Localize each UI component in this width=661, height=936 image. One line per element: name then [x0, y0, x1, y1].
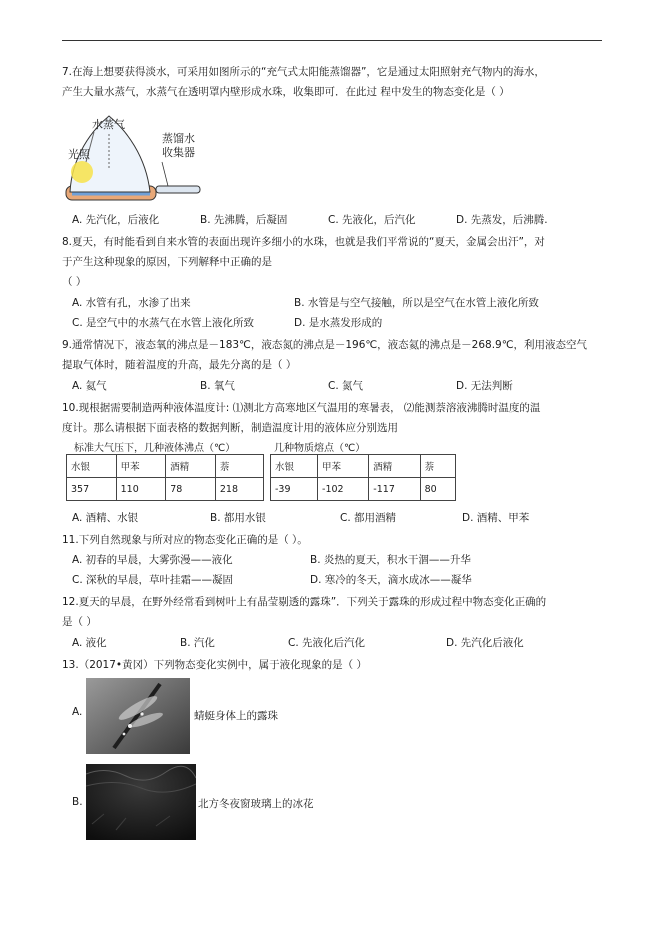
question-12-option-c[interactable]: C. 先液化后汽化 — [288, 637, 366, 649]
question-8-line-2: 于产生这种现象的原因，下列解释中正确的是 — [62, 256, 272, 268]
question-8-line-1: 8.夏天，有时能看到自来水管的表面出现许多细小的水珠，也就是我们平常说的“夏天，金属会出汗”，对 — [62, 236, 545, 248]
question-13-option-b-text[interactable]: 北方冬夜窗玻璃上的冰花 — [198, 798, 314, 810]
question-10-line-1: 10.现根据需要制造两种液体温度计: ⑴测北方高寒地区气温用的寒暑表， ⑵能测萘溶液沸腾时温度的温 — [62, 402, 541, 414]
question-10-option-c[interactable]: C. 都用酒精 — [340, 512, 397, 524]
figure-label-vapor: 水蒸气 — [92, 118, 125, 131]
question-9-option-a[interactable]: A. 氦气 — [72, 380, 107, 392]
question-8 — [62, 232, 602, 292]
question-10-line-2: 度计。那么请根据下面表格的数据判断，制造温度计用的液体应分别选用 — [62, 422, 398, 434]
question-8-line-3: （ ） — [62, 276, 87, 288]
question-10-option-b[interactable]: B. 都用水银 — [210, 512, 266, 524]
melting-point-table-caption: 几种物质熔点（℃） — [274, 443, 366, 454]
question-7 — [62, 62, 602, 102]
question-10-options — [72, 508, 602, 528]
question-11-option-d[interactable]: D. 寒冷的冬天，滴水成冰——凝华 — [310, 574, 472, 586]
melting-value-naphthalene: 80 — [420, 478, 455, 501]
melting-value-alcohol: -117 — [369, 478, 420, 501]
question-11-options-row-2 — [72, 570, 602, 590]
boiling-point-table-caption: 标准大气压下，几种液体沸点（℃） — [74, 443, 236, 454]
question-8-option-c[interactable]: C. 是空气中的水蒸气在水管上液化所致 — [72, 317, 255, 329]
melting-value-mercury: -39 — [271, 478, 318, 501]
boiling-header-toluene: 甲苯 — [116, 455, 166, 478]
boiling-header-alcohol: 酒精 — [166, 455, 216, 478]
boiling-header-naphthalene: 萘 — [215, 455, 263, 478]
melting-header-alcohol: 酒精 — [369, 455, 420, 478]
melting-value-toluene: -102 — [318, 478, 369, 501]
figure-label-collector-2: 收集器 — [162, 146, 195, 159]
question-13-line-1: 13.（2017•黄冈）下列物态变化实例中，属于液化现象的是（ ） — [62, 659, 367, 671]
question-7-option-b[interactable]: B. 先沸腾，后凝固 — [200, 214, 288, 226]
boiling-value-alcohol: 78 — [166, 478, 216, 501]
question-7-line-2: 产生大量水蒸气，水蒸气在透明罩内壁形成水珠，收集即可．在此过 程中发生的物态变化是（ ） — [62, 86, 510, 98]
header-rule — [62, 40, 602, 41]
melting-header-toluene: 甲苯 — [318, 455, 369, 478]
question-13-option-a-text[interactable]: 蜻蜓身体上的露珠 — [194, 710, 278, 722]
question-11 — [62, 530, 602, 550]
question-7-option-a[interactable]: A. 先汽化，后液化 — [72, 214, 160, 226]
question-10 — [62, 398, 602, 438]
question-7-option-d[interactable]: D. 先蒸发，后沸腾. — [456, 214, 548, 226]
question-10-option-d[interactable]: D. 酒精、甲苯 — [462, 512, 530, 524]
question-7-line-1: 7.在海上想要获得淡水，可采用如图所示的“充气式太阳能蒸馏器”，它是通过太阳照射充气物内的海水， — [62, 66, 545, 78]
dragonfly-dew-photo[interactable] — [86, 678, 190, 754]
question-11-option-a[interactable]: A. 初春的早晨，大雾弥漫——液化 — [72, 554, 233, 566]
boiling-value-toluene: 110 — [116, 478, 166, 501]
boiling-header-mercury: 水银 — [67, 455, 117, 478]
figure-label-light: 光照 — [68, 148, 90, 161]
question-9 — [62, 335, 602, 375]
question-8-option-b[interactable]: B. 水管是与空气接触，所以是空气在水管上液化所致 — [294, 297, 539, 309]
question-9-line-2: 提取气体时，随着温度的升高，最先分离的是（ ） — [62, 359, 297, 371]
question-12-line-1: 12.夏天的早晨，在野外经常看到树叶上有晶莹剔透的露珠”．下列关于露珠的形成过程中物态变化正确的 — [62, 596, 547, 608]
question-11-line-1: 11.下列自然现象与所对应的物态变化正确的是（ ）。 — [62, 534, 308, 546]
question-7-option-c[interactable]: C. 先液化，后汽化 — [328, 214, 416, 226]
boiling-value-naphthalene: 218 — [215, 478, 263, 501]
question-8-option-d[interactable]: D. 是水蒸发形成的 — [294, 317, 383, 329]
melting-point-table — [270, 454, 456, 501]
question-12-line-2: 是（ ） — [62, 616, 97, 628]
question-12-option-a[interactable]: A. 液化 — [72, 637, 107, 649]
question-8-options-row-1 — [72, 293, 602, 313]
question-12-options — [72, 633, 602, 653]
question-7-options — [72, 210, 602, 230]
question-9-option-c[interactable]: C. 氮气 — [328, 380, 364, 392]
question-9-option-b[interactable]: B. 氧气 — [200, 380, 235, 392]
question-9-line-1: 9.通常情况下，液态氧的沸点是－183℃，液态氮的沸点是－196℃，液态氦的沸点是－268.9℃，利用液态空气 — [62, 339, 588, 351]
question-12 — [62, 592, 602, 632]
question-9-option-d[interactable]: D. 无法判断 — [456, 380, 513, 392]
question-12-option-d[interactable]: D. 先汽化后液化 — [446, 637, 524, 649]
question-13 — [62, 655, 602, 675]
question-11-option-c[interactable]: C. 深秋的早晨，草叶挂霜——凝固 — [72, 574, 234, 586]
question-9-options — [72, 376, 602, 396]
question-11-options-row-1 — [72, 550, 602, 570]
boiling-value-mercury: 357 — [67, 478, 117, 501]
question-13-option-b-letter[interactable]: B. — [72, 796, 83, 808]
melting-header-naphthalene: 萘 — [420, 455, 455, 478]
window-frost-photo[interactable] — [86, 764, 196, 840]
melting-header-mercury: 水银 — [271, 455, 318, 478]
solar-still-figure — [64, 110, 214, 206]
question-13-option-a-letter[interactable]: A. — [72, 706, 83, 718]
question-10-option-a[interactable]: A. 酒精、水银 — [72, 512, 139, 524]
question-11-option-b[interactable]: B. 炎热的夏天，积水干涸——升华 — [310, 554, 471, 566]
figure-label-collector-1: 蒸馏水 — [162, 132, 195, 145]
boiling-point-table — [66, 454, 264, 501]
question-8-option-a[interactable]: A. 水管有孔，水渗了出来 — [72, 297, 191, 309]
question-8-options-row-2 — [72, 313, 602, 333]
question-12-option-b[interactable]: B. 汽化 — [180, 637, 215, 649]
